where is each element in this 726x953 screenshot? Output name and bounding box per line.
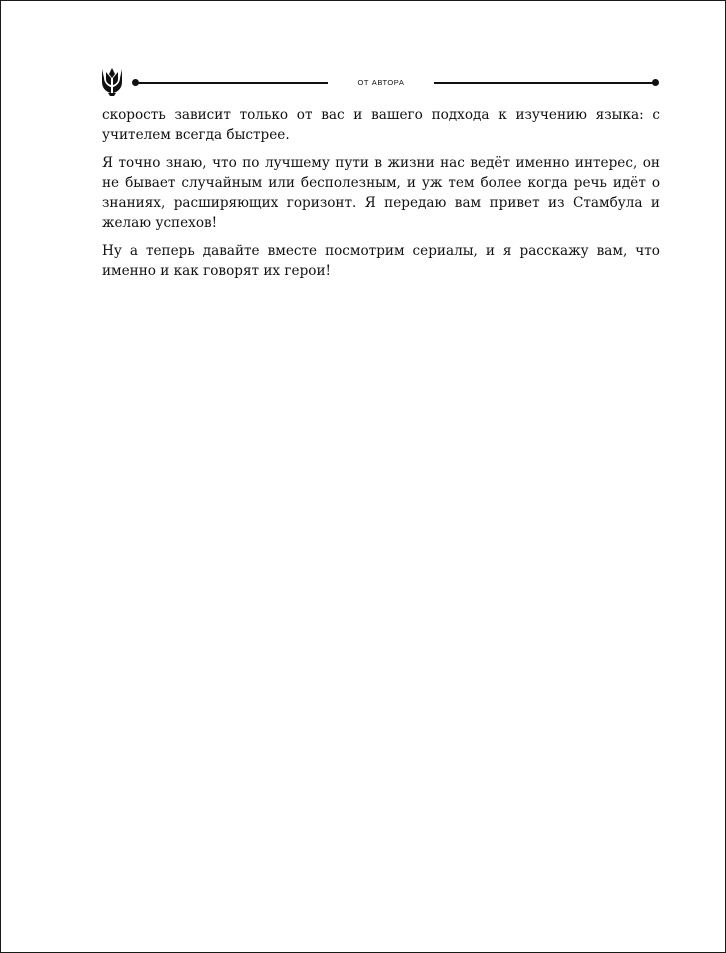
running-header <box>101 67 663 97</box>
paragraph: скорость зависит только от вас и вашего подхода к изучению языка: с учителем всегда быстрее. <box>102 107 660 143</box>
body-text <box>102 105 660 289</box>
paragraph: Я точно знаю, что по лучшему пути в жизни нас ведёт именно интерес, он не бывает случайным или бесполезным, и уж тем более когда речь идёт о знаниях, расширяющих горизонт. Я передаю вам привет из Стамбула и желаю успехов! <box>102 155 660 231</box>
section-title: ОТ АВТОРА <box>328 76 434 90</box>
rule-end-dot-right <box>652 79 659 86</box>
paragraph: Ну а теперь давайте вместе посмотрим сериалы, и я расскажу вам, что именно и как говорят их герои! <box>102 243 660 279</box>
header-rule-right <box>434 82 657 84</box>
tulip-logo-icon <box>101 67 123 97</box>
